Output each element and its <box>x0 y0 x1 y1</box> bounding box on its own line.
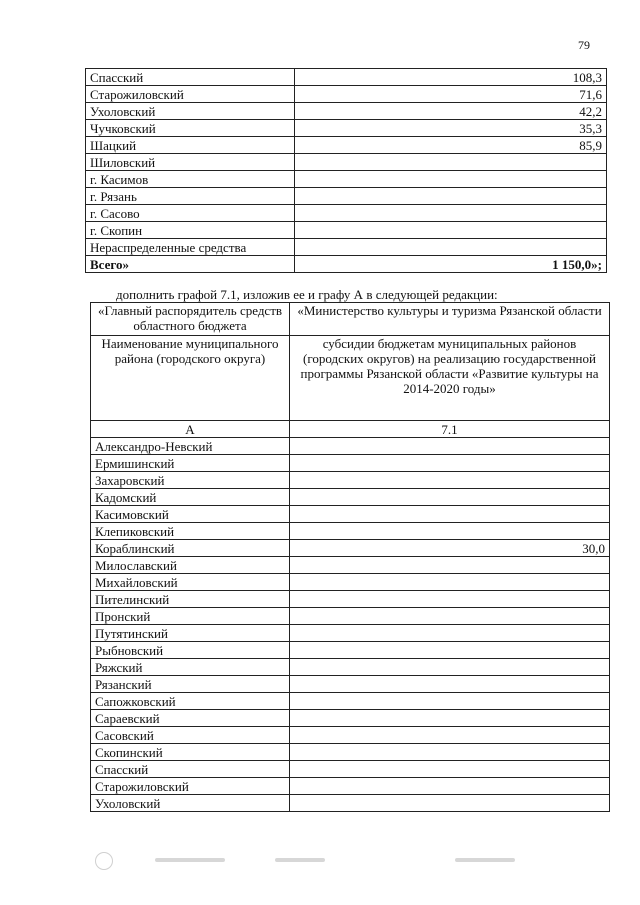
table-row <box>91 557 610 574</box>
table-row <box>91 625 610 642</box>
header-cell-distributor: «Главный распорядитель средств областного бюджета <box>91 303 290 336</box>
footer-mark <box>455 858 515 862</box>
seal-icon <box>95 852 113 870</box>
district-name-cell: Спасский <box>86 69 295 86</box>
amount-cell <box>290 489 610 506</box>
district-name-cell: Нераспределенные средства <box>86 239 295 256</box>
amount-cell: 1 150,0»; <box>295 256 607 273</box>
amount-cell <box>290 455 610 472</box>
column-code-7-1: 7.1 <box>290 421 610 438</box>
header-cell-ministry: «Министерство культуры и туризма Рязанской области <box>290 303 610 336</box>
district-name-cell: Кадомский <box>91 489 290 506</box>
table-row <box>86 205 607 222</box>
header-row-description <box>91 336 610 421</box>
allocation-table-bottom <box>90 302 610 812</box>
header-row-column-codes <box>91 421 610 438</box>
table-row <box>86 222 607 239</box>
district-name-cell: Путятинский <box>91 625 290 642</box>
table-row <box>91 455 610 472</box>
footer-blurred-stamp <box>95 852 535 870</box>
district-name-cell: Клепиковский <box>91 523 290 540</box>
district-name-cell: Шиловский <box>86 154 295 171</box>
district-name-cell: Рязанский <box>91 676 290 693</box>
amount-cell <box>290 506 610 523</box>
amount-cell <box>295 205 607 222</box>
district-name-cell: Кораблинский <box>91 540 290 557</box>
table-row <box>91 472 610 489</box>
table-row <box>91 659 610 676</box>
amount-cell <box>290 761 610 778</box>
table-row <box>91 642 610 659</box>
table-row <box>91 438 610 455</box>
amount-cell <box>290 659 610 676</box>
district-name-cell: Чучковский <box>86 120 295 137</box>
table-row <box>91 795 610 812</box>
table-row <box>86 69 607 86</box>
district-name-cell: Рыбновский <box>91 642 290 659</box>
table-row <box>91 591 610 608</box>
table-row <box>91 744 610 761</box>
page-number: 79 <box>578 38 590 52</box>
amount-cell <box>295 188 607 205</box>
table-row <box>86 171 607 188</box>
amount-cell <box>290 676 610 693</box>
amount-cell <box>290 744 610 761</box>
footer-mark <box>275 858 325 862</box>
district-name-cell: Пителинский <box>91 591 290 608</box>
table-row <box>91 540 610 557</box>
amount-cell <box>290 557 610 574</box>
district-name-cell: г. Сасово <box>86 205 295 222</box>
district-name-cell: Захаровский <box>91 472 290 489</box>
table-row <box>86 137 607 154</box>
header-cell-subsidy-description: субсидии бюджетам муниципальных районов (городских округов) на реализацию государственной программы Рязанской области «Развитие культуры на 2014-2020 годы» <box>290 336 610 421</box>
district-name-cell: Ермишинский <box>91 455 290 472</box>
amount-cell <box>295 154 607 171</box>
table-row <box>91 574 610 591</box>
table-row <box>91 710 610 727</box>
district-name-cell: Сараевский <box>91 710 290 727</box>
amount-cell: 30,0 <box>290 540 610 557</box>
district-name-cell: Ряжский <box>91 659 290 676</box>
district-name-cell: Пронский <box>91 608 290 625</box>
table-row <box>86 86 607 103</box>
district-name-cell: Касимовский <box>91 506 290 523</box>
district-name-cell: Спасский <box>91 761 290 778</box>
amount-cell <box>295 239 607 256</box>
district-name-cell: Ухоловский <box>91 795 290 812</box>
amount-cell: 71,6 <box>295 86 607 103</box>
amount-cell: 85,9 <box>295 137 607 154</box>
table-row <box>86 239 607 256</box>
amount-cell: 35,3 <box>295 120 607 137</box>
table-row <box>91 727 610 744</box>
amount-cell <box>290 574 610 591</box>
amount-cell <box>290 727 610 744</box>
district-name-cell: Александро-Невский <box>91 438 290 455</box>
district-name-cell: Шацкий <box>86 137 295 154</box>
district-name-cell: Сасовский <box>91 727 290 744</box>
table-row <box>86 120 607 137</box>
district-name-cell: г. Скопин <box>86 222 295 239</box>
table-row <box>91 778 610 795</box>
amount-cell <box>290 608 610 625</box>
footer-mark <box>155 858 225 862</box>
district-name-cell: Старожиловский <box>91 778 290 795</box>
district-name-cell: г. Рязань <box>86 188 295 205</box>
amount-cell <box>290 710 610 727</box>
district-name-cell: Михайловский <box>91 574 290 591</box>
district-name-cell: Старожиловский <box>86 86 295 103</box>
table-row <box>91 761 610 778</box>
district-name-cell: Ухоловский <box>86 103 295 120</box>
district-name-cell: г. Касимов <box>86 171 295 188</box>
amount-cell <box>290 795 610 812</box>
table-row <box>86 103 607 120</box>
amount-cell <box>290 693 610 710</box>
table-row <box>91 523 610 540</box>
amount-cell <box>295 222 607 239</box>
table-row <box>86 154 607 171</box>
amount-cell: 108,3 <box>295 69 607 86</box>
table-row <box>91 506 610 523</box>
amount-cell <box>290 472 610 489</box>
total-row <box>86 256 607 273</box>
amount-cell <box>290 523 610 540</box>
amount-cell: 42,2 <box>295 103 607 120</box>
table-row <box>91 693 610 710</box>
column-code-a: А <box>91 421 290 438</box>
district-name-cell: Сапожковский <box>91 693 290 710</box>
table-row <box>91 489 610 506</box>
amount-cell <box>290 778 610 795</box>
amount-cell <box>290 438 610 455</box>
district-name-cell: Милославский <box>91 557 290 574</box>
amount-cell <box>290 591 610 608</box>
allocation-table-top <box>85 68 607 273</box>
amount-cell <box>295 171 607 188</box>
amount-cell <box>290 625 610 642</box>
instruction-text: дополнить графой 7.1, изложив ее и графу А в следующей редакции: <box>116 287 498 302</box>
district-name-cell: Скопинский <box>91 744 290 761</box>
table-row <box>91 608 610 625</box>
amount-cell <box>290 642 610 659</box>
table-row <box>86 188 607 205</box>
district-name-cell: Всего» <box>86 256 295 273</box>
header-cell-district-name: Наименование муниципального района (городского округа) <box>91 336 290 421</box>
header-row-distributor <box>91 303 610 336</box>
table-row <box>91 676 610 693</box>
